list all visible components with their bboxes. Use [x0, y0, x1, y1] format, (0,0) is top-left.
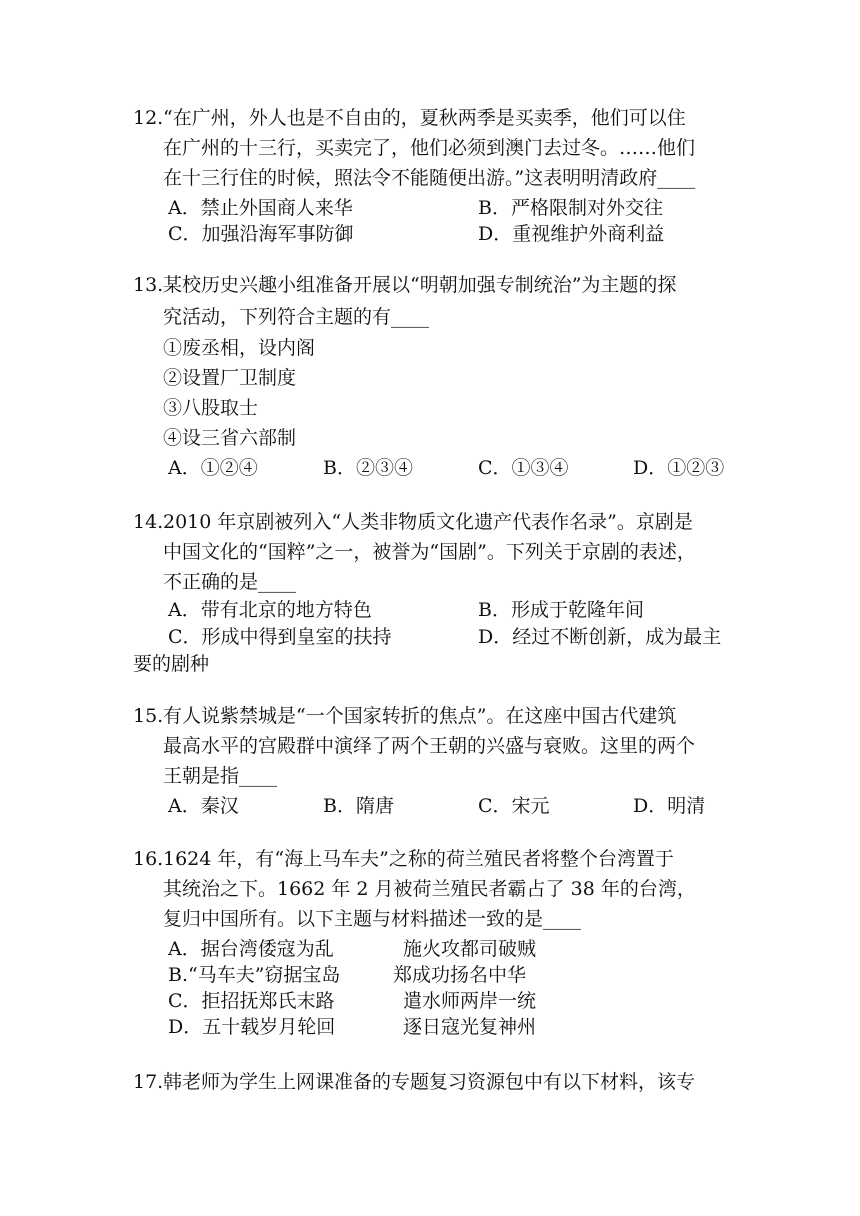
question-stem-line: 有人说紫禁城是“一个国家转折的焦点”。在这座中国古代建筑 [163, 705, 677, 727]
question-number: 15. [133, 705, 164, 727]
question-stem-line: 究活动，下列符合主题的有____ [163, 306, 430, 328]
option-a-right: 施火攻都司破贼 [403, 938, 537, 960]
option-c: C．形成中得到皇室的扶持 [168, 626, 392, 648]
question-stem-line: 复归中国所有。以下主题与材料描述一致的是____ [163, 908, 582, 930]
option-d-wrap: 要的剧种 [133, 653, 210, 675]
question-stem-line: 在广州的十三行，买卖完了，他们必须到澳门去过冬。……他们 [163, 137, 696, 159]
question-stem-line: 1624 年，有“海上马车夫”之称的荷兰殖民者将整个台湾置于 [163, 848, 674, 870]
question-number: 14. [133, 511, 164, 533]
option-a: A．①②④ [168, 457, 258, 479]
question-stem-line: 在十三行住的时候，照法令不能随便出游。”这表明明清政府____ [163, 167, 696, 189]
option-d: D．重视维护外商利益 [478, 223, 665, 245]
question-number: 12. [133, 107, 164, 129]
question-stem-line: “在广州，外人也是不自由的，夏秋两季是买卖季，他们可以住 [163, 107, 686, 129]
option-a: A．禁止外国商人来华 [168, 197, 353, 219]
option-c: C．宋元 [478, 795, 550, 817]
question-stem-line: 中国文化的“国粹”之一，被誉为“国剧”。下列关于京剧的表述， [163, 541, 696, 563]
option-c-right: 遣水师两岸一统 [403, 990, 537, 1012]
question-number: 16. [133, 848, 164, 870]
question-stem-line: 最高水平的宫殿群中演绎了两个王朝的兴盛与衰败。这里的两个 [163, 735, 696, 757]
question-number: 17. [133, 1071, 164, 1093]
statement-item: ①废丞相，设内阁 [163, 337, 316, 359]
statement-item: ②设置厂卫制度 [163, 367, 297, 389]
option-d: D．五十载岁月轮回 [168, 1016, 336, 1038]
option-d: D．经过不断创新，成为最主 [478, 626, 722, 648]
question-stem-line: 某校历史兴趣小组准备开展以“明朝加强专制统治”为主题的探 [163, 274, 677, 296]
option-b: B．隋唐 [323, 795, 394, 817]
question-stem-line: 其统治之下。1662 年 2 月被荷兰殖民者霸占了 38 年的台湾， [163, 878, 696, 900]
option-c: C．拒招抚郑氏末路 [168, 990, 335, 1012]
option-d-right: 逐日寇光复神州 [403, 1016, 537, 1038]
option-c: C．①③④ [478, 457, 569, 479]
option-a: A．据台湾倭寇为乱 [168, 938, 334, 960]
question-stem-line: 王朝是指____ [163, 765, 278, 787]
option-c: C．加强沿海军事防御 [168, 223, 354, 245]
question-stem-line: 韩老师为学生上网课准备的专题复习资源包中有以下材料，该专 [163, 1071, 696, 1093]
option-b-right: 郑成功扬名中华 [393, 964, 527, 986]
statement-item: ③八股取士 [163, 397, 259, 419]
option-a: A．秦汉 [168, 795, 239, 817]
statement-item: ④设三省六部制 [163, 427, 297, 449]
option-a: A．带有北京的地方特色 [168, 599, 372, 621]
option-d: D．①②③ [633, 457, 725, 479]
question-number: 13. [133, 274, 164, 296]
question-stem-line: 不正确的是____ [163, 571, 297, 593]
option-b: B．严格限制对外交往 [478, 197, 663, 219]
question-stem-line: 2010 年京剧被列入“人类非物质文化遗产代表作名录”。京剧是 [163, 511, 693, 533]
option-b: B．形成于乾隆年间 [478, 599, 644, 621]
option-b: B．②③④ [323, 457, 413, 479]
option-b: B.“马车夫”窃据宝岛 [168, 964, 341, 986]
option-d: D．明清 [633, 795, 706, 817]
